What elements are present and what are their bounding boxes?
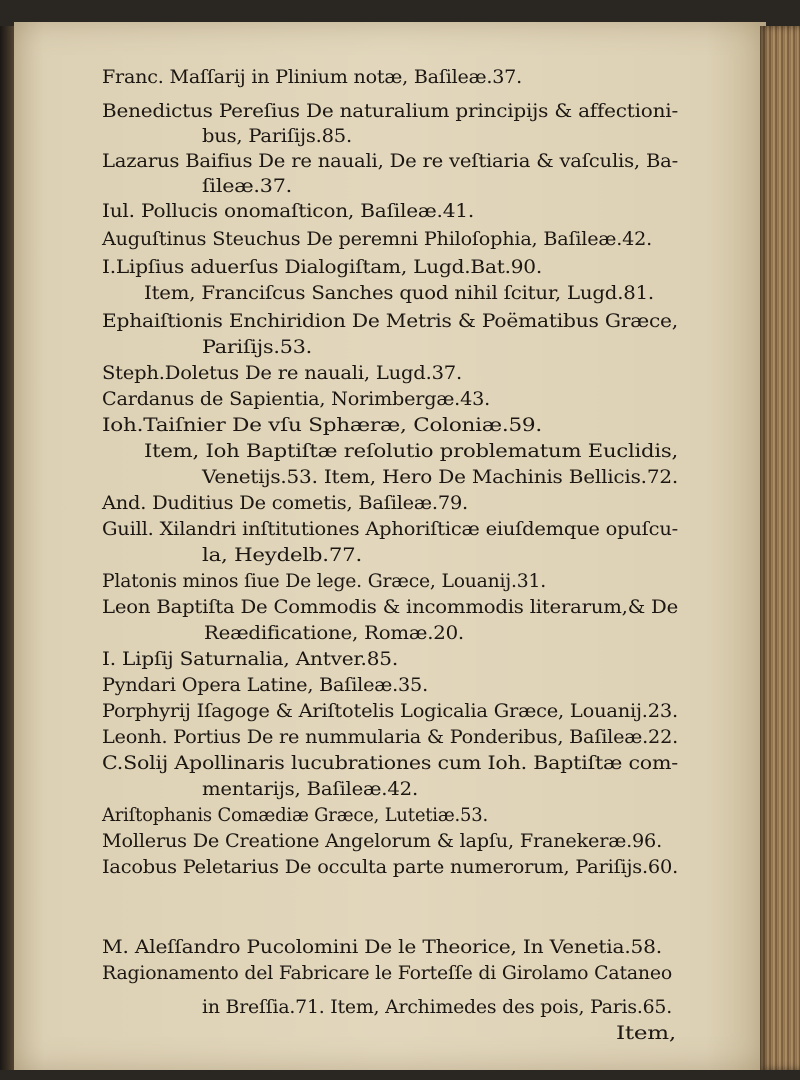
text-line: Iacobus Peletarius De occulta parte numerorum, Pariſijs.60. (102, 856, 678, 878)
text-line: Platonis minos ſiue De lege. Græce, Louanij.31. (102, 570, 546, 592)
text-line: I.Lipſius aduerſus Dialogiſtam, Lugd.Bat.90. (102, 256, 542, 278)
text-line: Mollerus De Creatione Angelorum & lapſu, Franekeræ.96. (102, 830, 662, 852)
text-line: ſileæ.37. (202, 175, 292, 197)
text-line: Leon Baptiſta De Commodis & incommodis literarum,& De (102, 596, 678, 618)
text-line: Pyndari Opera Latine, Baſileæ.35. (102, 674, 429, 696)
text-line: Ragionamento del Fabricare le Forteſſe di Girolamo Cataneo (102, 962, 672, 984)
text-line: Ioh.Taiſnier De vſu Sphæræ, Coloniæ.59. (102, 414, 542, 436)
text-line: bus, Pariſijs.85. (202, 125, 352, 147)
text-line: And. Duditius De cometis, Baſileæ.79. (102, 492, 468, 514)
text-line: Iul. Pollucis onomaſticon, Baſileæ.41. (102, 200, 474, 222)
text-line: Benedictus Pereſius De naturalium principijs & affectioni- (102, 100, 678, 122)
text-line: in Breſſia.71. Item, Archimedes des pois, Paris.65. (202, 996, 672, 1018)
text-line: Franc. Maſſarij in Plinium notæ, Baſileæ.37. (102, 66, 522, 88)
text-line: M. Aleſſandro Pucolomini De le Theorice, In Venetia.58. (102, 936, 662, 958)
text-line: Item, Franciſcus Sanches quod nihil ſcitur, Lugd.81. (144, 282, 654, 304)
text-line: Leonh. Portius De re nummularia & Ponderibus, Baſileæ.22. (102, 726, 679, 748)
text-line: Cardanus de Sapientia, Norimbergæ.43. (102, 388, 490, 410)
catchword: Item, (616, 1022, 676, 1044)
text-line: Auguſtinus Steuchus De peremni Philoſophia, Baſileæ.42. (102, 228, 652, 250)
text-line: Lazarus Baifius De re nauali, De re veſtiaria & vaſculis, Ba- (102, 150, 678, 172)
text-line: Guill. Xilandri inſtitutiones Aphoriſticæ eiuſdemque opuſcu- (102, 518, 678, 540)
text-line: Pariſijs.53. (202, 336, 312, 358)
text-line: Steph.Doletus De re nauali, Lugd.37. (102, 362, 462, 384)
text-line: Venetijs.53. Item, Hero De Machinis Bellicis.72. (202, 466, 678, 488)
text-line: Reædificatione, Romæ.20. (204, 622, 464, 644)
text-line: I. Lipſij Saturnalia, Antver.85. (102, 648, 398, 670)
text-line: Porphyrij Iſagoge & Ariſtotelis Logicalia Græce, Louanij.23. (102, 700, 678, 722)
text-line: la, Heydelb.77. (202, 544, 362, 566)
text-line: Ephaiſtionis Enchiridion De Metris & Poëmatibus Græce, (102, 310, 678, 332)
text-line: mentarijs, Baſileæ.42. (202, 778, 418, 800)
text-line: Item, Ioh Baptiſtæ reſolutio problematum Euclidis, (144, 440, 678, 462)
text-line: C.Solij Apollinaris lucubrationes cum Ioh. Baptiſtæ com- (102, 752, 678, 774)
text-line: Ariſtophanis Comædiæ Græce, Lutetiæ.53. (102, 804, 488, 826)
